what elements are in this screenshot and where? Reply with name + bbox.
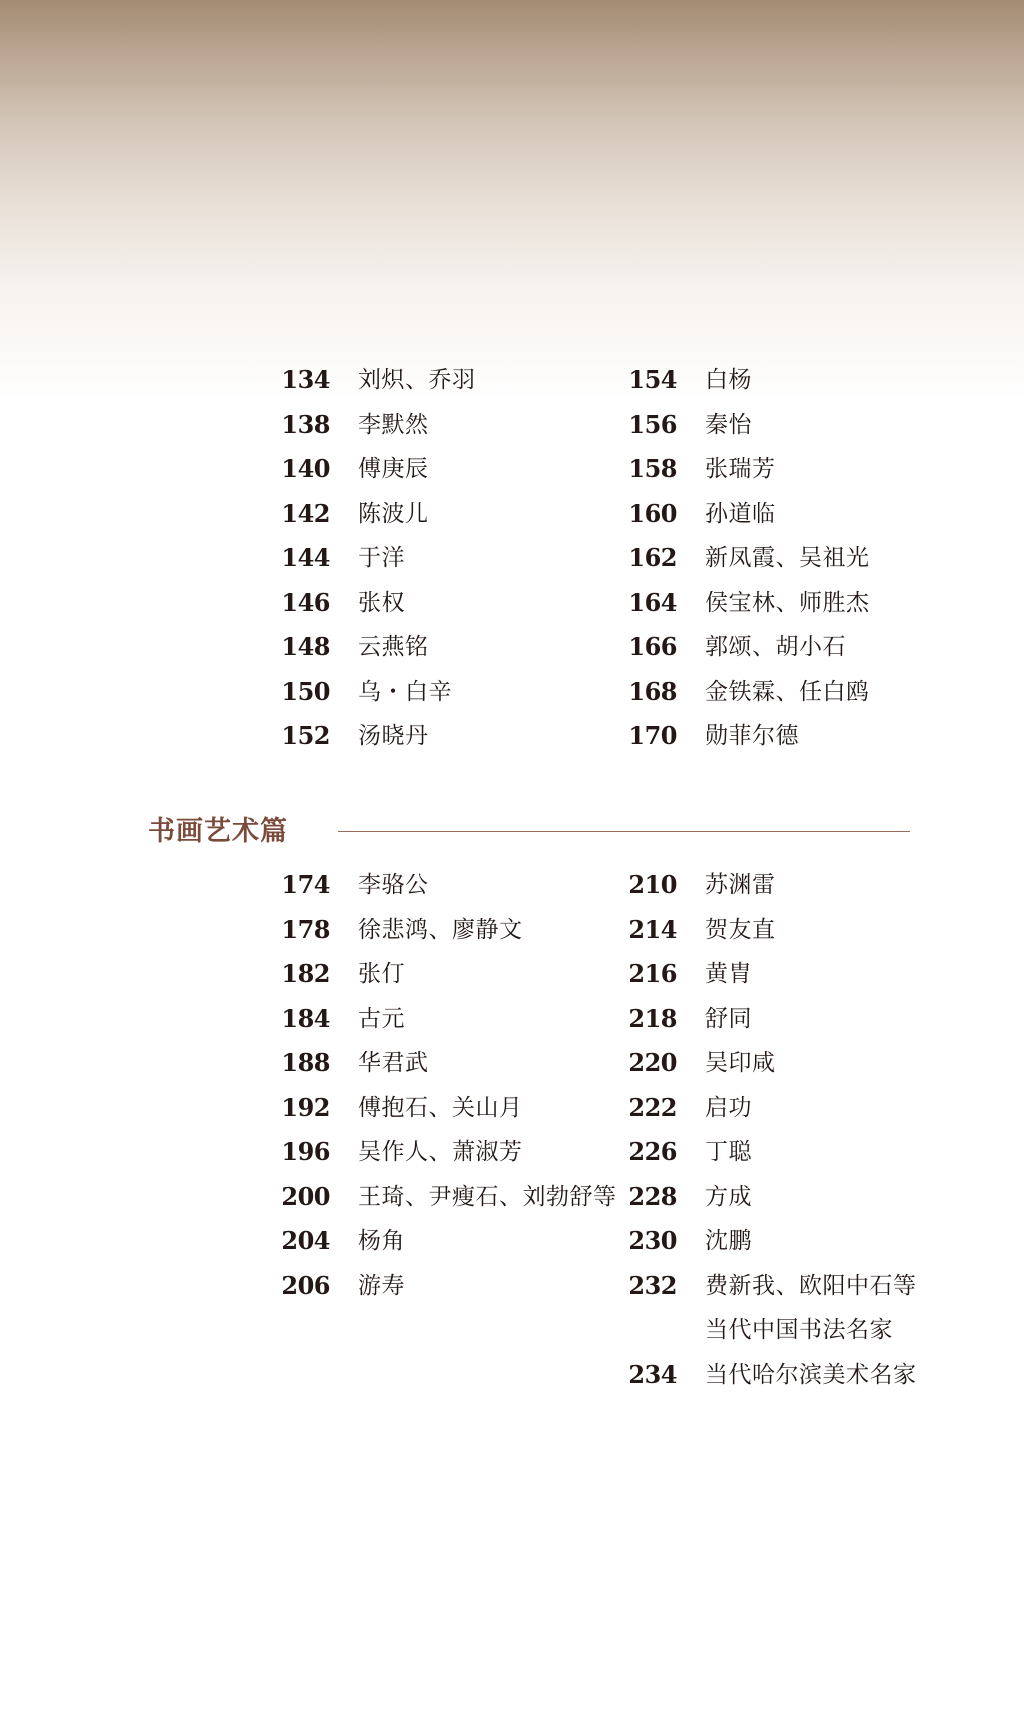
toc-entry[interactable] [250,403,630,448]
toc-entry-title: 乌・白辛 [358,678,452,705]
toc-entry-title: 张仃 [358,961,405,987]
toc-page-number: 152 [281,721,330,750]
header-gradient-band [0,0,1024,400]
toc-page-number: 226 [628,1137,677,1166]
toc-entry[interactable] [250,670,630,715]
toc-entry-title: 启功 [705,1094,752,1121]
toc-entry[interactable] [250,1130,630,1175]
toc-page-number: 168 [628,676,677,706]
toc-entry-title: 吴作人、萧淑芳 [358,1139,523,1165]
toc-entry[interactable] [597,1175,997,1220]
toc-entry-title: 杨角 [358,1228,405,1254]
toc-entry[interactable] [250,581,630,626]
toc-entry-title: 徐悲鸿、廖静文 [358,916,523,943]
toc-entry[interactable] [597,536,997,581]
toc-entry-title: 白杨 [705,367,752,393]
toc-page-number: 154 [628,365,677,394]
toc-page-number: 182 [281,959,330,988]
toc-page-number: 196 [281,1137,330,1166]
toc-page-number: 200 [281,1181,330,1211]
toc-entry-title: 苏渊雷 [705,872,776,898]
toc-entry-title: 傅抱石、关山月 [358,1094,523,1121]
toc-page-number: 158 [628,454,677,483]
toc-entry[interactable] [597,997,997,1042]
toc-entry[interactable] [597,1130,997,1175]
toc-entry-title: 当代哈尔滨美术名家 [705,1361,917,1388]
toc-entry-title: 王琦、尹瘦石、刘勃舒等 [358,1183,617,1210]
toc-entry-title: 张权 [358,589,405,616]
toc-entry-title: 勋菲尔德 [705,723,799,749]
toc-page-number: 220 [628,1048,677,1077]
toc-entry[interactable] [250,625,630,670]
section-heading: 书画艺术篇 [148,816,288,847]
toc-page-number: 204 [281,1226,330,1255]
toc-entry-title: 陈波儿 [358,500,429,527]
toc-entry-title: 方成 [705,1183,752,1210]
toc-page-number: 164 [628,587,677,617]
toc-page-number: 166 [628,632,677,661]
toc-entry-title: 当代中国书法名家 [705,1317,893,1343]
toc-entry-title: 华君武 [358,1050,429,1076]
toc-entry-title: 古元 [358,1005,405,1032]
toc-page-number: 146 [281,587,330,617]
toc-entry[interactable] [250,863,630,908]
toc-entry[interactable] [597,403,997,448]
toc-page-number: 150 [281,676,330,706]
toc-page-number: 156 [628,409,677,439]
toc-page-number: 214 [628,914,677,944]
toc-page-number: 134 [281,365,330,394]
toc-entry[interactable] [597,447,997,492]
toc-entry-title: 侯宝林、师胜杰 [705,589,870,616]
toc-entry[interactable] [597,625,997,670]
toc-entry[interactable] [250,908,630,953]
toc-entry[interactable] [597,1264,997,1309]
toc-entry-title: 云燕铭 [358,634,429,660]
toc-page-number: 218 [628,1003,677,1033]
toc-entry-title: 李骆公 [358,872,429,898]
toc-page-number: 170 [628,721,677,750]
toc-page-number: 178 [281,914,330,944]
toc-page-number: 228 [628,1181,677,1211]
toc-entry[interactable] [597,581,997,626]
toc-entry[interactable] [250,1264,630,1309]
toc-entry-title: 吴印咸 [705,1050,776,1076]
toc-page-number: 140 [281,454,330,483]
toc-entry[interactable] [597,670,997,715]
toc-page-number: 230 [628,1226,677,1255]
toc-entry[interactable] [250,952,630,997]
toc-column-section2-left [250,863,630,1308]
toc-page-number: 144 [281,543,330,572]
toc-entry[interactable] [250,1175,630,1220]
toc-page-number: 162 [628,543,677,572]
toc-entry-title: 孙道临 [705,500,776,527]
toc-entry-title: 舒同 [705,1005,752,1032]
toc-entry-title: 郭颂、胡小石 [705,634,846,660]
toc-column-section1-right [597,358,997,759]
toc-entry[interactable] [250,492,630,537]
toc-page-number: 222 [628,1092,677,1122]
toc-entry[interactable] [250,1219,630,1264]
toc-entry[interactable] [597,1219,997,1264]
toc-page-number: 206 [281,1270,330,1300]
toc-entry-title: 秦怡 [705,411,752,438]
toc-entry-title: 贺友直 [705,916,776,943]
toc-entry[interactable] [597,1308,997,1353]
toc-entry-title: 刘炽、乔羽 [358,367,476,393]
toc-entry[interactable] [250,1086,630,1131]
toc-entry-title: 于洋 [358,545,405,571]
toc-entry[interactable] [597,1086,997,1131]
toc-entry-title: 新凤霞、吴祖光 [705,545,870,571]
toc-entry-title: 汤晓丹 [358,723,429,749]
toc-entry[interactable] [597,358,997,403]
toc-entry[interactable] [597,1353,997,1398]
toc-entry-title: 黄胄 [705,961,752,987]
toc-page-number: 210 [628,870,677,899]
toc-entry[interactable] [250,1041,630,1086]
toc-entry-title: 张瑞芳 [705,456,776,482]
toc-entry[interactable] [250,997,630,1042]
toc-entry[interactable] [597,952,997,997]
toc-entry-title: 费新我、欧阳中石等 [705,1272,917,1299]
toc-page-number: 138 [281,409,330,439]
toc-page-number: 160 [628,498,677,528]
toc-entry[interactable] [250,536,630,581]
toc-entry[interactable] [597,492,997,537]
toc-page-number: 142 [281,498,330,528]
toc-entry[interactable] [597,1041,997,1086]
toc-entry[interactable] [250,714,630,759]
toc-entry[interactable] [597,908,997,953]
toc-page-number: 234 [628,1359,677,1389]
toc-page-number: 232 [628,1270,677,1300]
toc-entry-title: 游寿 [358,1272,405,1299]
toc-page-number: 188 [281,1048,330,1077]
toc-entry-title: 金铁霖、任白鸥 [705,678,870,705]
toc-page-number: 148 [281,632,330,661]
toc-page-number: 174 [281,870,330,899]
toc-entry[interactable] [597,714,997,759]
toc-entry-title: 丁聪 [705,1139,752,1165]
toc-entry-title: 李默然 [358,411,429,438]
toc-column-section2-right [597,863,997,1397]
toc-column-section1-left [250,358,630,759]
toc-entry[interactable] [597,863,997,908]
toc-entry[interactable] [250,447,630,492]
toc-entry-title: 沈鹏 [705,1228,752,1254]
toc-page-number: 216 [628,959,677,988]
toc-page-number: 184 [281,1003,330,1033]
toc-entry-title: 傅庚辰 [358,456,429,482]
section-divider [338,831,910,832]
toc-entry[interactable] [250,358,630,403]
toc-page-number: 192 [281,1092,330,1122]
